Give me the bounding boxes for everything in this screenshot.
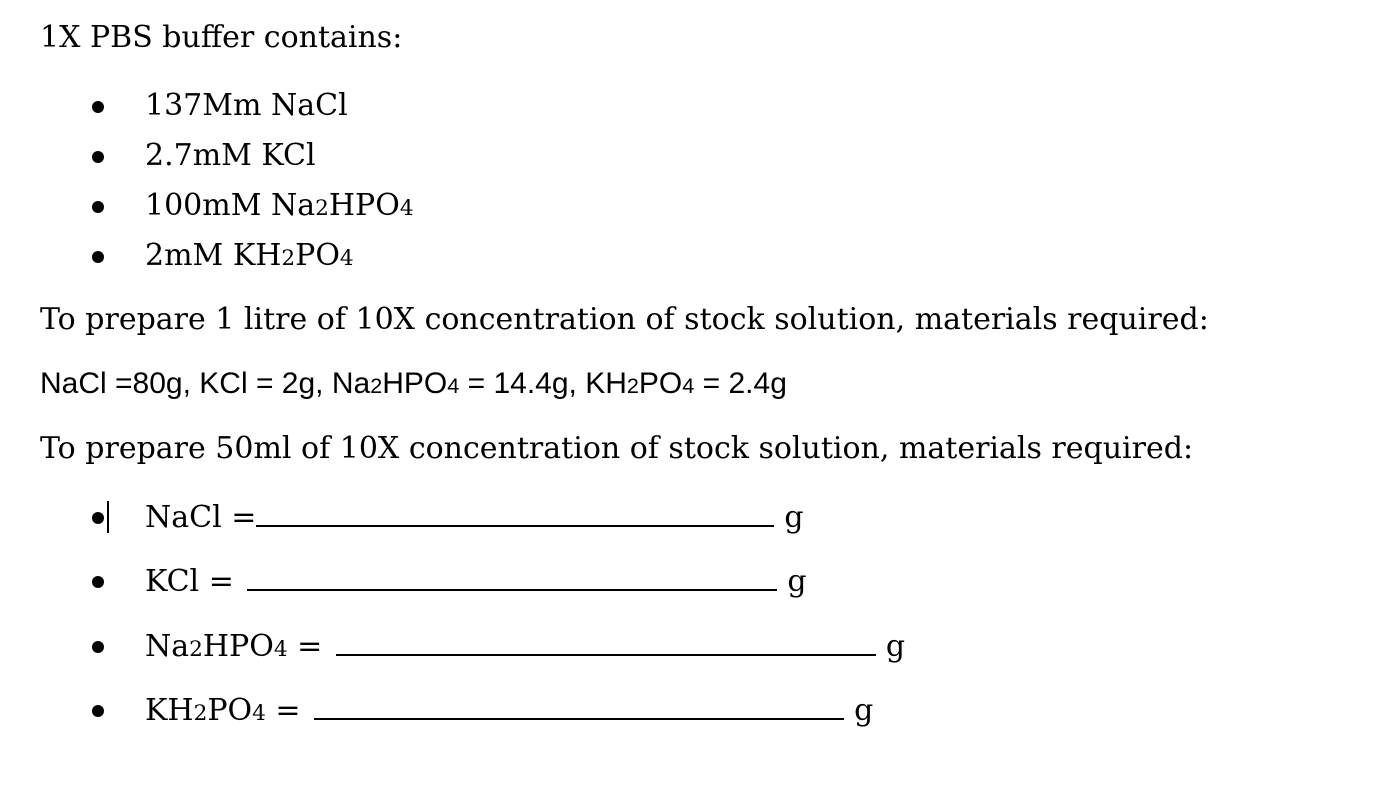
fill-label: NaCl = [145, 500, 257, 535]
list-item [0, 236, 1375, 276]
list-item [0, 626, 1375, 666]
list-item [0, 86, 1375, 126]
composition-amount: 137Mm [145, 88, 262, 123]
composition-formula: NaCl [270, 88, 348, 123]
bullet-icon [92, 705, 104, 717]
materials-1l-kh2po4: KH2PO4 = 2.4g [585, 367, 787, 400]
composition-formula: KH2PO4 [232, 238, 354, 273]
prepare-50ml-text: To prepare 50ml of 10X concentration of stock solution, materials required: [40, 431, 1194, 466]
materials-1l-line [40, 366, 787, 404]
bullet-icon [92, 101, 104, 113]
fill-label: KH2PO4 = [145, 693, 311, 728]
unit-label: g [784, 500, 804, 535]
composition-amount: 100mM [145, 188, 262, 223]
composition-formula: KCl [261, 138, 316, 173]
list-item [0, 186, 1375, 226]
materials-1l-nacl: NaCl =80g, [40, 367, 191, 400]
intro-text: 1X PBS buffer contains: [40, 20, 403, 55]
composition-amount: 2.7mM [145, 138, 252, 173]
list-item [0, 690, 1375, 730]
composition-formula: Na2HPO4 [270, 188, 414, 223]
materials-1l-na2hpo4: Na2HPO4 = 14.4g, [331, 367, 577, 400]
fill-label: KCl = [145, 564, 244, 599]
bullet-icon [92, 251, 104, 263]
answer-blank[interactable] [336, 626, 876, 656]
list-item [0, 497, 1375, 537]
bullet-icon [92, 151, 104, 163]
list-item [0, 136, 1375, 176]
fill-label: Na2HPO4 = [145, 629, 332, 664]
bullet-icon [92, 201, 104, 213]
unit-label: g [885, 629, 906, 664]
list-item [0, 561, 1375, 601]
prepare-1l-text: To prepare 1 litre of 10X concentration of stock solution, materials required: [40, 302, 1209, 337]
bullet-icon [92, 641, 104, 653]
answer-blank[interactable] [314, 690, 844, 720]
composition-amount: 2mM [145, 238, 224, 273]
unit-label: g [787, 564, 807, 599]
bullet-icon [92, 576, 104, 588]
materials-1l-kcl: KCl = 2g, [199, 367, 324, 400]
text-cursor [107, 501, 109, 533]
answer-blank[interactable] [247, 561, 777, 591]
answer-blank[interactable] [256, 497, 774, 527]
bullet-icon [92, 512, 104, 524]
unit-label: g [854, 693, 874, 728]
